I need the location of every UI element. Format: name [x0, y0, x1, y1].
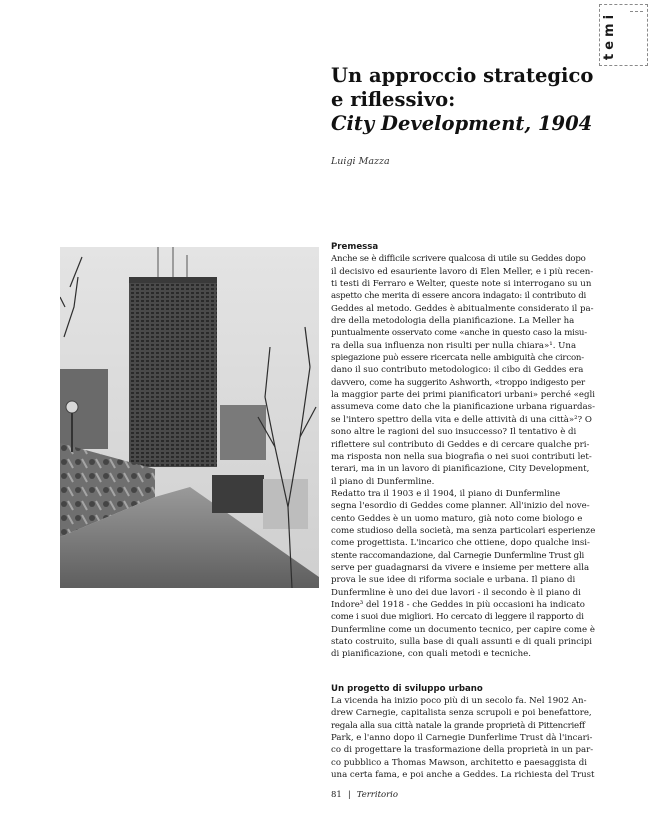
text-line: terari, ma in un lavoro di pianificazione, City Development, — [331, 464, 590, 475]
text-line: segna l'esordio di Geddes come planner. All'inizio del nove- — [331, 501, 590, 512]
text-line: la maggior parte dei primi pianificatori urbani» perché «egli — [331, 390, 595, 401]
section-body-progetto — [331, 695, 595, 781]
text-line: Anche se è difficile scrivere qualcosa di utile su Geddes dopo — [331, 254, 586, 265]
text-line: Redatto tra il 1903 e il 1904, il piano di Dunfermline — [331, 488, 561, 499]
text-line: ra della sua influenza non risulti per nulla chiara»¹. Una — [331, 340, 577, 351]
text-line: ti testi di Ferraro e Welter, queste note si interrogano su un — [331, 279, 592, 290]
text-line: sono altre le ragioni del suo insuccesso? Il tentativo è di — [331, 427, 577, 438]
text-line: La vicenda ha inizio poco più di un secolo fa. Nel 1902 An- — [331, 696, 587, 707]
city-photo — [60, 247, 319, 588]
text-line: drew Carnegie, capitalista senza scrupoli e poi benefattore, — [331, 708, 592, 719]
text-line: davvero, come ha suggerito Ashworth, «troppo indigesto per — [331, 377, 585, 388]
text-line: ma risposta non nella sua biografia o nei suoi contributi let- — [331, 451, 592, 462]
article-title — [331, 64, 621, 136]
text-line: aspetto che merita di essere ancora indagato: il contributo di — [331, 291, 587, 302]
text-line: co pubblico a Thomas Mawson, architetto e paesaggista di — [331, 757, 588, 768]
page-footer — [331, 790, 398, 800]
text-line: come i suoi due migliori. Ho cercato di leggere il rapporto di — [331, 612, 584, 623]
text-line: Dunfermline come un documento tecnico, per capire come è — [331, 624, 595, 635]
article-author: Luigi Mazza — [331, 156, 390, 167]
text-line: puntualmente osservato come «anche in questo caso la misu- — [331, 328, 587, 339]
text-line: riflettere sul contributo di Geddes e di cercare qualche pri- — [331, 439, 590, 450]
text-line: cento Geddes è un uomo maturo, già noto come biologo e — [331, 513, 583, 524]
section-gap — [331, 661, 595, 683]
text-line: una certa fama, e poi anche a Geddes. La richiesta del Trust — [331, 770, 595, 781]
text-line: spiegazione può essere ricercata nelle ambiguità che circon- — [331, 353, 584, 364]
text-line: il decisivo ed esauriente lavoro di Elen Meller, e i più recen- — [331, 266, 594, 277]
text-line: dre della metodologia della pianificazione. La Meller ha — [331, 316, 575, 327]
text-line: Dunfermline è uno dei due lavori - il secondo è il piano di — [331, 587, 581, 598]
text-line: come progettista. L'incarico che ottiene, dopo qualche insi- — [331, 538, 590, 549]
section-tab-rule — [630, 11, 643, 13]
section-body-premessa — [331, 253, 595, 660]
text-line: Park, e l'anno dopo il Carnegie Dunferlime Trust dà l'incari- — [331, 733, 593, 744]
section-tab — [599, 4, 648, 66]
text-line: co di progettare la trasformazione della proprietà in un par- — [331, 745, 594, 756]
text-line: il piano di Dunfermline. — [331, 476, 435, 487]
text-line: assumeva come dato che la pianificazione urbana riguardas- — [331, 402, 595, 413]
text-line: di pianificazione, con quali metodi e tecniche. — [331, 649, 531, 660]
text-line: prova le sue idee di riforma sociale e urbana. Il piano di — [331, 575, 576, 586]
section-tab-label: temi — [602, 10, 617, 60]
title-line-3: City Development, 1904 — [331, 112, 593, 135]
page-number: 81 — [331, 790, 342, 800]
text-line: regala alla sua città natale la grande proprietà di Pittencrieff — [331, 720, 585, 731]
text-line: serve per guadagnarsi da vivere e insieme per mettere alla — [331, 562, 590, 573]
journal-name: Territorio — [356, 790, 399, 800]
footer-separator: | — [347, 790, 351, 800]
text-line: Indore³ del 1918 - che Geddes in più occasioni ha indicato — [331, 599, 585, 610]
article-body — [331, 241, 595, 781]
text-line: come studioso della società, ma senza particolari esperienze — [331, 525, 596, 536]
text-line: dano il suo contributo metodologico: il cibo di Geddes era — [331, 365, 584, 376]
section-heading-progetto: Un progetto di sviluppo urbano — [331, 683, 483, 694]
section-heading-premessa: Premessa — [331, 242, 379, 252]
text-line: stente raccomandazione, dal Carnegie Dunfermline Trust gli — [331, 550, 585, 561]
text-line: se l'intero spettro della vita e delle attività di una città»²? O — [331, 414, 592, 425]
text-line: stato costruito, sulla base di quali assunti e di quali principi — [331, 637, 593, 647]
text-line: Geddes al metodo. Geddes è abitualmente considerato il pa- — [331, 303, 594, 314]
title-line-2: e riflessivo: — [331, 88, 456, 111]
title-line-1: Un approccio strategico — [331, 64, 594, 87]
